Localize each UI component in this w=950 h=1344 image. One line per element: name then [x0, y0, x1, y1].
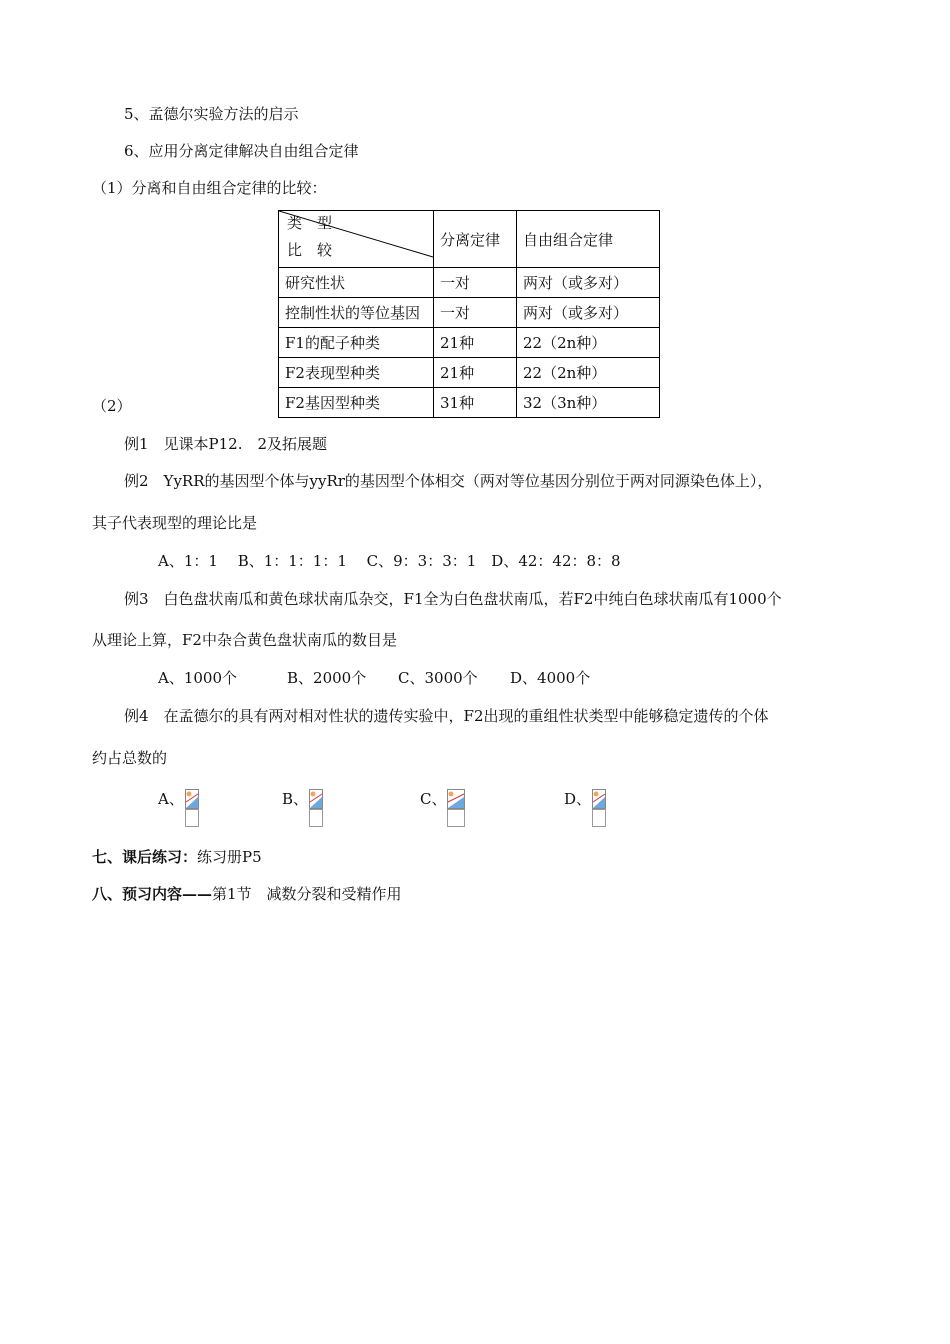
section-8-heading: 八、预习内容——	[92, 885, 213, 903]
row-label: F2基因型种类	[279, 388, 434, 418]
row-cell: 21种	[434, 358, 517, 388]
table-header-row	[279, 211, 660, 268]
example-3-line2: 从理论上算，F2中杂合黄色盘状南瓜的数目是	[92, 631, 397, 649]
row-cell: 22（2n种）	[517, 358, 660, 388]
option-c-label: C、	[420, 790, 447, 808]
header-separation-law: 分离定律	[434, 211, 517, 268]
section-7-heading: 七、课后练习：	[92, 848, 198, 866]
row-cell: 21种	[434, 328, 517, 358]
fraction-image-icon	[447, 789, 465, 827]
example-4-option-a	[158, 789, 199, 827]
table-row	[279, 388, 660, 418]
example-2-line1: 例2 YyRR的基因型个体与yyRr的基因型个体相交（两对等位基因分别位于两对同源染色体上），	[124, 472, 773, 490]
table-row	[279, 328, 660, 358]
diagonal-header-cell	[279, 211, 434, 268]
fraction-image-icon	[309, 789, 323, 827]
example-3-option-d: D、4000个	[510, 669, 591, 687]
example-4-option-d	[564, 789, 606, 827]
item-5: 5、孟德尔实验方法的启示	[124, 105, 299, 123]
table-row	[279, 298, 660, 328]
table-row	[279, 358, 660, 388]
example-4-line1: 例4 在孟德尔的具有两对相对性状的遗传实验中，F2出现的重组性状类型中能够稳定遗传的个体	[124, 707, 769, 725]
row-cell: 32（3n种）	[517, 388, 660, 418]
fraction-image-icon	[592, 789, 606, 827]
header-independent-assortment: 自由组合定律	[517, 211, 660, 268]
example-3-option-c: C、3000个	[398, 669, 478, 687]
comparison-table	[278, 210, 660, 418]
row-cell: 两对（或多对）	[517, 268, 660, 298]
row-label: 研究性状	[279, 268, 434, 298]
option-d-label: D、	[564, 790, 592, 808]
row-label: F2表现型种类	[279, 358, 434, 388]
section-8-text: 第1节 减数分裂和受精作用	[212, 885, 402, 903]
example-3-line1: 例3 白色盘状南瓜和黄色球状南瓜杂交，F1全为白色盘状南瓜，若F2中纯白色球状南瓜有1000个	[124, 590, 782, 608]
table-row	[279, 268, 660, 298]
option-a-label: A、	[158, 790, 184, 808]
row-cell: 一对	[434, 298, 517, 328]
example-2-options: A、1：1 B、1：1：1：1 C、9：3：3：1 D、42：42：8：8	[158, 552, 621, 570]
section-7-text: 练习册P5	[197, 848, 262, 866]
example-2-line2: 其子代表现型的理论比是	[92, 514, 258, 532]
subitem-2: （2）	[92, 397, 132, 415]
example-4-option-b	[282, 789, 323, 827]
option-b-label: B、	[282, 790, 309, 808]
row-cell: 一对	[434, 268, 517, 298]
example-3-option-a: A、1000个	[158, 669, 238, 687]
row-cell: 两对（或多对）	[517, 298, 660, 328]
fraction-image-icon	[185, 789, 199, 827]
diag-header-bottom: 比 较	[287, 241, 333, 259]
row-label: F1的配子种类	[279, 328, 434, 358]
example-1: 例1 见课本P12. 2及拓展题	[124, 435, 328, 453]
example-3-option-b: B、2000个	[287, 669, 367, 687]
example-4-option-c	[420, 789, 465, 827]
example-4-line2: 约占总数的	[92, 749, 168, 767]
row-label: 控制性状的等位基因	[279, 298, 434, 328]
item-6: 6、应用分离定律解决自由组合定律	[124, 142, 359, 160]
section-8	[92, 884, 402, 904]
row-cell: 31种	[434, 388, 517, 418]
section-7	[92, 847, 262, 867]
subitem-1: （1）分离和自由组合定律的比较：	[92, 179, 327, 197]
row-cell: 22（2n种）	[517, 328, 660, 358]
diag-header-top: 类 型	[287, 214, 333, 232]
